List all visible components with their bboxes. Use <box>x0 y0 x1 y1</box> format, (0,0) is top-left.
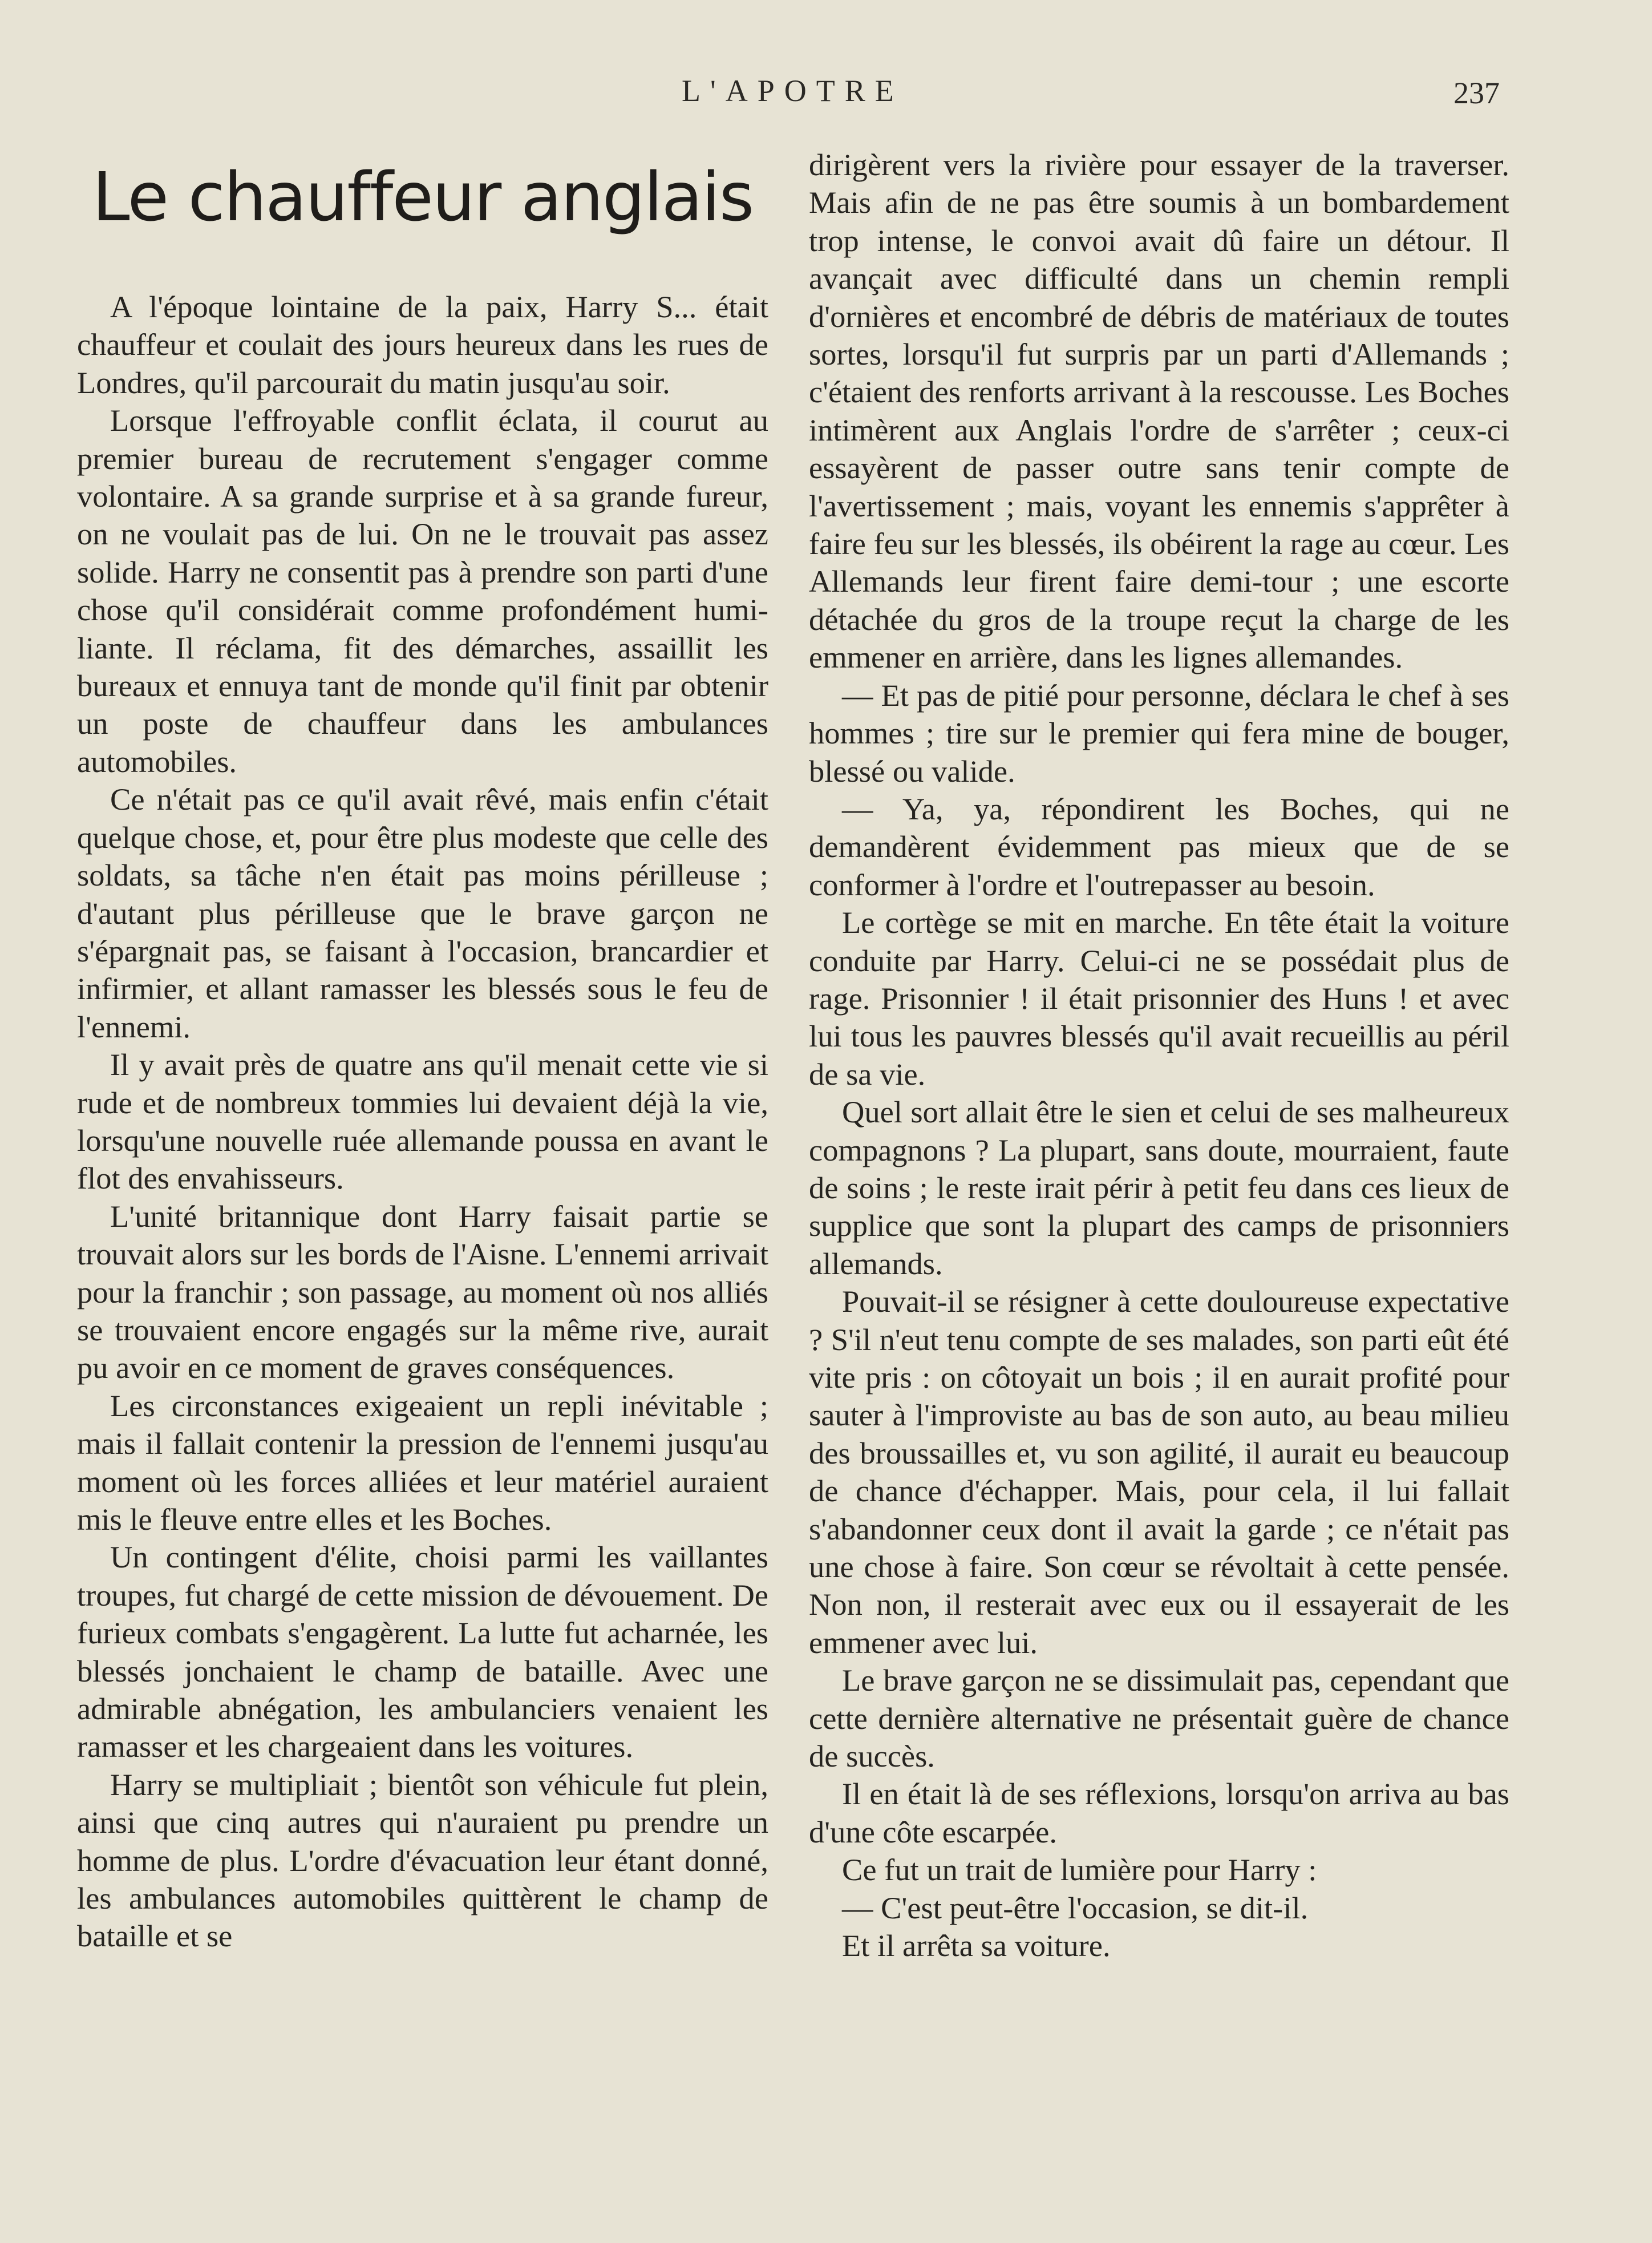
paragraph: Lorsque l'effroyable conflit éclata, il courut au premier bureau de recrutement s'engager comme volontaire. A sa grande surprise et à sa grande fureur, on ne voulait pas de lui. On ne le trouvait pas assez solide. Harry ne consentit pas à prendre son parti d'une chose qu'il considérait comme profondément humiliante. Il réclama, fit des démarches, assaillit les bureaux et ennuya tant de monde qu'il finit par obtenir un poste de chauffeur dans les ambulances automobiles. <box>77 403 768 779</box>
paragraph: Et il arrêta sa voiture. <box>842 1928 1111 1963</box>
paragraph: Il y avait près de quatre ans qu'il menait cette vie si rude et de nombreux tommies lui devaient déjà la vie, lorsqu'une nouvelle ruée allemande poussa en avant le flot des envahisseurs. <box>77 1047 768 1196</box>
paragraph: Pouvait-il se résigner à cette douloureuse expectative ? S'il n'eut tenu compte de ses malades, son parti eût été vite pris : on côtoyait un bois ; il en aurait profité pour sauter à l'improviste au bas de son auto, au beau milieu des broussailles et, vu son agilité, il aurait eu beaucoup de chance d'échapper. Mais, pour cela, il lui fallait s'abandonner ceux dont il avait la garde ; ce n'était pas une chose à faire. Son cœur se révoltait à cette pensée. Non non, il resterait avec eux ou il essayerait de les emmener avec lui. <box>809 1284 1509 1660</box>
paragraph: — Ya, ya, répondirent les Boches, qui ne demandèrent évidemment pas mieux que de se conformer à l'ordre et l'outrepasser au besoin. <box>809 791 1509 902</box>
paragraph: Ce n'était pas ce qu'il avait rêvé, mais enfin c'était quelque chose, et, pour être plus modeste que celle des soldats, sa tâche n'en était pas moins périlleuse ; d'autant plus périlleuse que le brave garçon ne s'épargnait pas, se faisant à l'occasion, brancardier et infirmier, et allant ramasser les blessés sous le feu de l'ennemi. <box>77 782 768 1044</box>
page-number: 237 <box>1453 76 1500 110</box>
right-column <box>809 146 1509 2177</box>
paragraph: L'unité britannique dont Harry faisait partie se trouvait alors sur les bords de l'Aisne. L'ennemi arrivait pour la franchir ; son passage, au moment où nos alliés se trouvaient encore engagés sur la même rive, aurait pu avoir en ce moment de graves conséquences. <box>77 1198 768 1385</box>
paragraph: Ce fut un trait de lumière pour Harry : <box>842 1852 1317 1888</box>
paragraph: Il en était là de ses réflexions, lorsqu'on arriva au bas d'une côte escarpée. <box>809 1776 1509 1849</box>
paragraph: Les circonstances exigeaient un repli inévitable ; mais il fallait contenir la pression de l'ennemi jusqu'au moment où les forces alliées et leur matériel auraient mis le fleuve entre elles et les Boches. <box>77 1388 768 1537</box>
paragraph: Un contingent d'élite, choisi parmi les vaillantes troupes, fut chargé de cette mission de dévouement. De furieux combats s'engagèrent. La lutte fut acharnée, les blessés jonchaient le champ de bataille. Avec une admirable abnégation, les ambulanciers venaient les ramasser et les chargeaient dans les voitures. <box>77 1539 768 1764</box>
paragraph: A l'époque lointaine de la paix, Harry S... était chauffeur et coulait des jours heureux dans les rues de Londres, qu'il parcourait du matin jusqu'au soir. <box>77 289 768 400</box>
left-column <box>77 146 768 2177</box>
running-title: L'APOTRE <box>682 74 904 108</box>
paragraph: Le brave garçon ne se dissimulait pas, cependant que cette dernière alternative ne présentait guère de chance de succès. <box>809 1663 1509 1774</box>
paragraph: — Et pas de pitié pour personne, déclara le chef à ses hommes ; tire sur le premier qui fera mine de bouger, blessé ou valide. <box>809 677 1509 789</box>
article-title: Le chauffeur anglais <box>92 157 754 236</box>
paragraph-continued: dirigèrent vers la rivière pour essayer de la traverser. Mais afin de ne pas être soumis à un bombardement trop intense, le convoi avait dû faire un détour. Il avançait avec difficulté dans un chemin rempli d'ornières et encombré de débris de matériaux de toutes sortes, lorsqu'il fut surpris par un parti d'Allemands ; c'étaient des renforts arrivant à la rescousse. Les Boches intimèrent aux Anglais l'ordre de s'arrêter ; ceux-ci essayèrent de passer outre sans tenir compte de l'avertissement ; mais, voyant les ennemis s'apprêter à faire feu sur les blessés, ils obéirent la rage au cœur. Les Allemands leur firent faire demi-tour ; une escorte détachée du gros de la troupe reçut la charge de les emmener en arrière, dans les lignes allemandes. <box>809 147 1509 675</box>
paragraph: — C'est peut-être l'occasion, se dit-il. <box>842 1890 1309 1925</box>
paragraph: Quel sort allait être le sien et celui de ses malheureux compagnons ? La plupart, sans doute, mourraient, faute de soins ; le reste irait périr à petit feu dans ces lieux de supplice que sont la plupart des camps de prisonniers allemands. <box>809 1094 1509 1281</box>
paragraph: Harry se multipliait ; bientôt son véhicule fut plein, ainsi que cinq autres qui n'auraient pu prendre un homme de plus. L'ordre d'évacuation leur étant donné, les ambulances automobiles quittèrent le champ de bataille et se <box>77 1767 768 1954</box>
page-header <box>0 67 1652 119</box>
paragraph: Le cortège se mit en marche. En tête était la voiture conduite par Harry. Celui-ci ne se possédait plus de rage. Prisonnier ! il était prisonnier des Huns ! et avec lui tous les pauvres blessés qu'il avait recueillis au péril de sa vie. <box>809 905 1509 1092</box>
